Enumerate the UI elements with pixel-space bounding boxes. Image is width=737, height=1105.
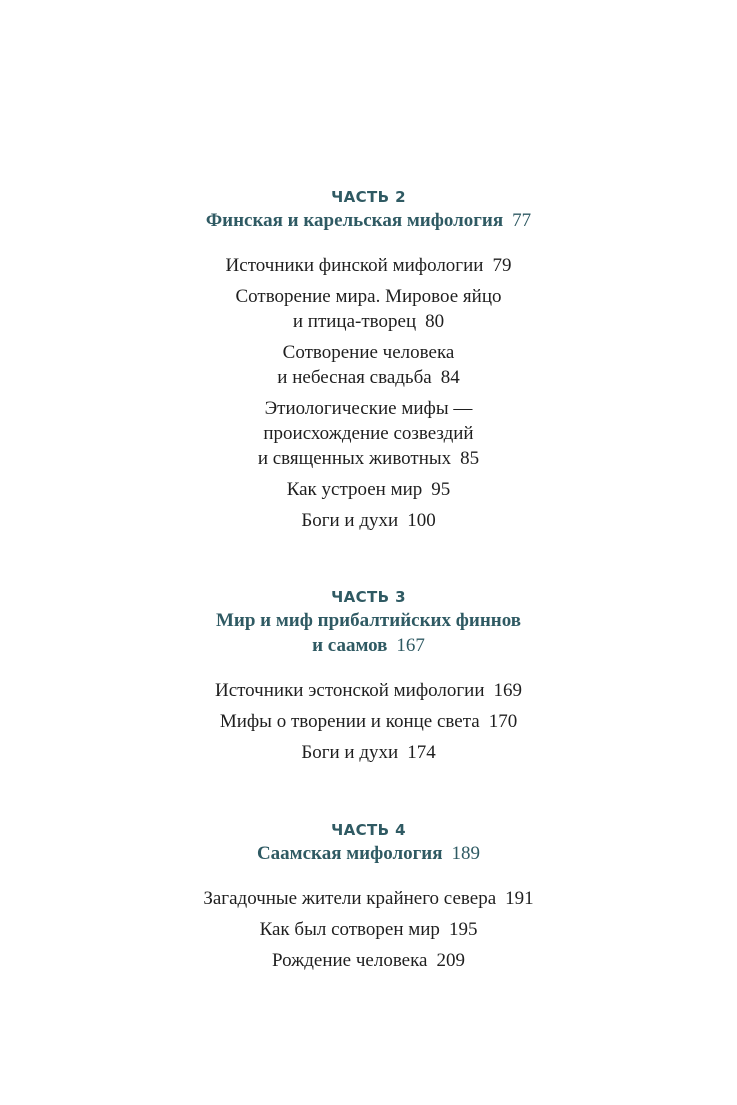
- entry-text: Сотворение человека: [282, 342, 455, 363]
- entry-page: 79: [492, 255, 512, 276]
- part-label: ЧАСТЬ 2: [331, 188, 406, 206]
- part-title: [0, 608, 737, 658]
- entry-page: 195: [448, 919, 478, 940]
- part-title-text: Саамская мифология: [256, 843, 443, 864]
- entry-page: 80: [425, 311, 445, 332]
- entry-page: 209: [436, 950, 465, 971]
- toc-entry[interactable]: [0, 340, 737, 390]
- entry-text: Как был сотворен мир: [259, 919, 440, 940]
- entry-text: Этиологические мифы —: [264, 398, 473, 419]
- toc-entries: [0, 886, 737, 973]
- toc-entries: [0, 678, 737, 765]
- entry-page: 84: [440, 367, 460, 388]
- entry-text: Источники финской мифологии: [225, 255, 484, 276]
- entry-text: и птица-творец: [292, 311, 417, 332]
- entry-text: Сотворение мира. Мировое яйцо: [235, 286, 502, 307]
- part-title-page: 167: [396, 635, 425, 656]
- entry-text: и священных животных: [257, 448, 452, 469]
- entry-text: происхождение созвездий: [263, 423, 474, 444]
- toc-entry[interactable]: [0, 917, 737, 942]
- entry-page: 95: [431, 479, 451, 500]
- part-title: [0, 208, 737, 233]
- entry-page: 174: [407, 742, 436, 763]
- toc-entry[interactable]: [0, 253, 737, 278]
- entry-page: 170: [488, 711, 518, 732]
- part-title-page: 189: [451, 843, 481, 864]
- entry-page: 169: [493, 680, 523, 701]
- toc-entry[interactable]: [0, 740, 737, 765]
- toc-entries: [0, 253, 737, 533]
- entry-text: Мифы о творении и конце света: [219, 711, 480, 732]
- toc-entry[interactable]: [0, 396, 737, 471]
- part-3-section: [0, 586, 737, 771]
- part-title-text: Мир и миф прибалтийских финнов: [215, 610, 522, 631]
- entry-text: Загадочные жители крайнего севера: [203, 888, 497, 909]
- entry-text: и небесная свадьба: [277, 367, 432, 388]
- toc-entry[interactable]: [0, 477, 737, 502]
- toc-entry[interactable]: [0, 284, 737, 334]
- toc-entry[interactable]: [0, 508, 737, 533]
- toc-entry[interactable]: [0, 709, 737, 734]
- toc-entry[interactable]: [0, 948, 737, 973]
- entry-text: Боги и духи: [301, 510, 399, 531]
- entry-text: Рождение человека: [271, 950, 428, 971]
- part-title-page: 77: [512, 210, 532, 231]
- part-2-section: [0, 186, 737, 539]
- part-label: ЧАСТЬ 4: [331, 821, 406, 839]
- entry-text: Как устроен мир: [286, 479, 423, 500]
- part-title-text: Финская и карельская мифология: [205, 210, 504, 231]
- toc-entry[interactable]: [0, 678, 737, 703]
- part-title-text: и саамов: [312, 635, 388, 656]
- entry-page: 191: [505, 888, 534, 909]
- part-title: [0, 841, 737, 866]
- part-label: ЧАСТЬ 3: [331, 588, 406, 606]
- toc-entry[interactable]: [0, 886, 737, 911]
- entry-page: 100: [407, 510, 436, 531]
- entry-page: 85: [460, 448, 480, 469]
- entry-text: Боги и духи: [301, 742, 399, 763]
- entry-text: Источники эстонской мифологии: [214, 680, 485, 701]
- part-4-section: [0, 819, 737, 979]
